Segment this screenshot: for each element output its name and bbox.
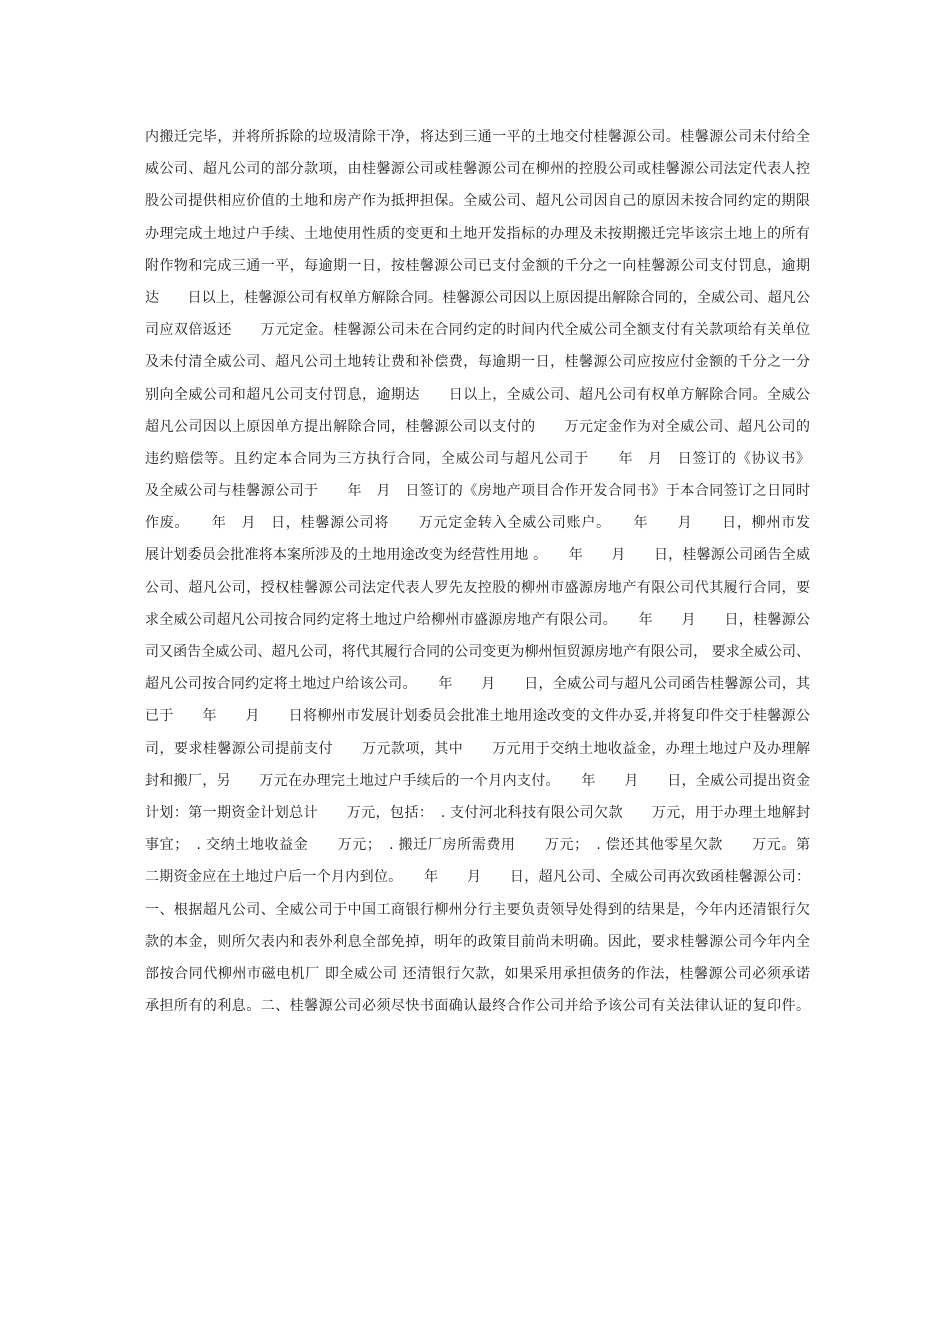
- text-line: 达 日以上，桂馨源公司有权单方解除合同。桂馨源公司因以上原因提出解除合同的，全威公司、超凡公: [145, 289, 810, 306]
- text-line: 司，要求桂馨源公司提前支付 万元款项，其中 万元用于交纳土地收益金，办理土地过户及办理解: [145, 740, 810, 757]
- text-line: 公司、超凡公司，授权桂馨源公司法定代表人罗先友控股的柳州市盛源房地产有限公司代其履行合同，要: [145, 579, 810, 596]
- text-line: 办理完成土地过户手续、土地使用性质的变更和土地开发指标的办理及未按期搬迁完毕该宗土地上的所有: [145, 225, 810, 242]
- text-line: 展计划委员会批准将本案所涉及的土地用途改变为经营性用地 。 年 月 日，桂馨源公司函告全威: [145, 547, 810, 564]
- text-line: 求全威公司超凡公司按合同约定将土地过户给柳州市盛源房地产有限公司。 年 月 日，桂馨源公: [145, 611, 810, 628]
- text-line: 违约赔偿等。且约定本合同为三方执行合同，全威公司与超凡公司于 年 月 日签订的《协议书》: [145, 450, 810, 467]
- text-line: 司又函告全威公司、超凡公司，将代其履行合同的公司变更为柳州恒贸源房地产有限公司， 要求全威公司、: [145, 644, 810, 660]
- text-line: 股公司提供相应价值的土地和房产作为抵押担保。全威公司、超凡公司因自己的原因未按合同约定的期限: [145, 193, 810, 210]
- text-line: 款的本金，则所欠表内和表外利息全部免掉，明年的政策目前尚未明确。因此，要求桂馨源公司今年内全: [145, 933, 810, 950]
- text-line: 一、根据超凡公司、全威公司于中国工商银行柳州分行主要负责领导处得到的结果是，今年内还清银行欠: [145, 901, 810, 918]
- text-line: 威公司、超凡公司的部分款项，由桂馨源公司或桂馨源公司在柳州的控股公司或桂馨源公司法定代表人控: [145, 161, 810, 178]
- body-text: [145, 121, 810, 1022]
- text-line: 别向全威公司和超凡公司支付罚息，逾期达 日以上，全威公司、超凡公司有权单方解除合同。全威公: [145, 386, 810, 403]
- text-line: 作废。 年 月 日，桂馨源公司将 万元定金转入全威公司账户。 年 月 日，柳州市发: [145, 515, 810, 532]
- text-line: 已于 年 月 日将柳州市发展计划委员会批准土地用途改变的文件办妥,并将复印件交于桂馨源公: [145, 708, 810, 725]
- text-line: 超凡公司按合同约定将土地过户给该公司。 年 月 日，全威公司与超凡公司函告桂馨源公司，其: [145, 676, 810, 693]
- text-line: 部按合同代柳州市磁电机厂 即全威公司 还清银行欠款，如果采用承担债务的作法，桂馨源公司必须承诺: [145, 965, 810, 982]
- text-line: 承担所有的利息。二、桂馨源公司必须尽快书面确认最终合作公司并给予该公司有关法律认证的复印件。: [145, 998, 810, 1015]
- text-line: 及全威公司与桂馨源公司于 年 月 日签订的《房地产项目合作开发合同书》于本合同签订之日同时: [145, 483, 810, 500]
- text-line: 附作物和完成三通一平，每逾期一日，按桂馨源公司已支付金额的千分之一向桂馨源公司支付罚息，逾期: [145, 257, 810, 274]
- text-line: 超凡公司因以上原因单方提出解除合同，桂馨源公司以支付的 万元定金作为对全威公司、超凡公司的: [145, 418, 810, 435]
- text-line: 及未付清全威公司、超凡公司土地转让费和补偿费，每逾期一日，桂馨源公司应按应付金额的千分之一分: [145, 354, 810, 371]
- text-line: 内搬迁完毕，并将所拆除的垃圾清除干净，将达到三通一平的土地交付桂馨源公司。桂馨源公司未付给全: [145, 129, 810, 145]
- text-line: 二期资金应在土地过户后一个月内到位。 年 月 日，超凡公司、全威公司再次致函桂馨源公司：: [145, 869, 810, 886]
- text-line: 事宜； . 交纳土地收益金 万元； . 搬迁厂房所需费用 万元； . 偿还其他零星欠款 万元。第: [145, 837, 810, 854]
- text-line: 计划：第一期资金计划总计 万元，包括： . 支付河北科技有限公司欠款 万元，用于办理土地解封: [145, 804, 810, 821]
- text-line: 司应双倍返还 万元定金。桂馨源公司未在合同约定的时间内代全威公司全额支付有关款项给有关单位: [145, 322, 810, 339]
- text-line: 封和搬厂，另 万元在办理完土地过户手续后的一个月内支付。 年 月 日，全威公司提出资金: [145, 772, 810, 789]
